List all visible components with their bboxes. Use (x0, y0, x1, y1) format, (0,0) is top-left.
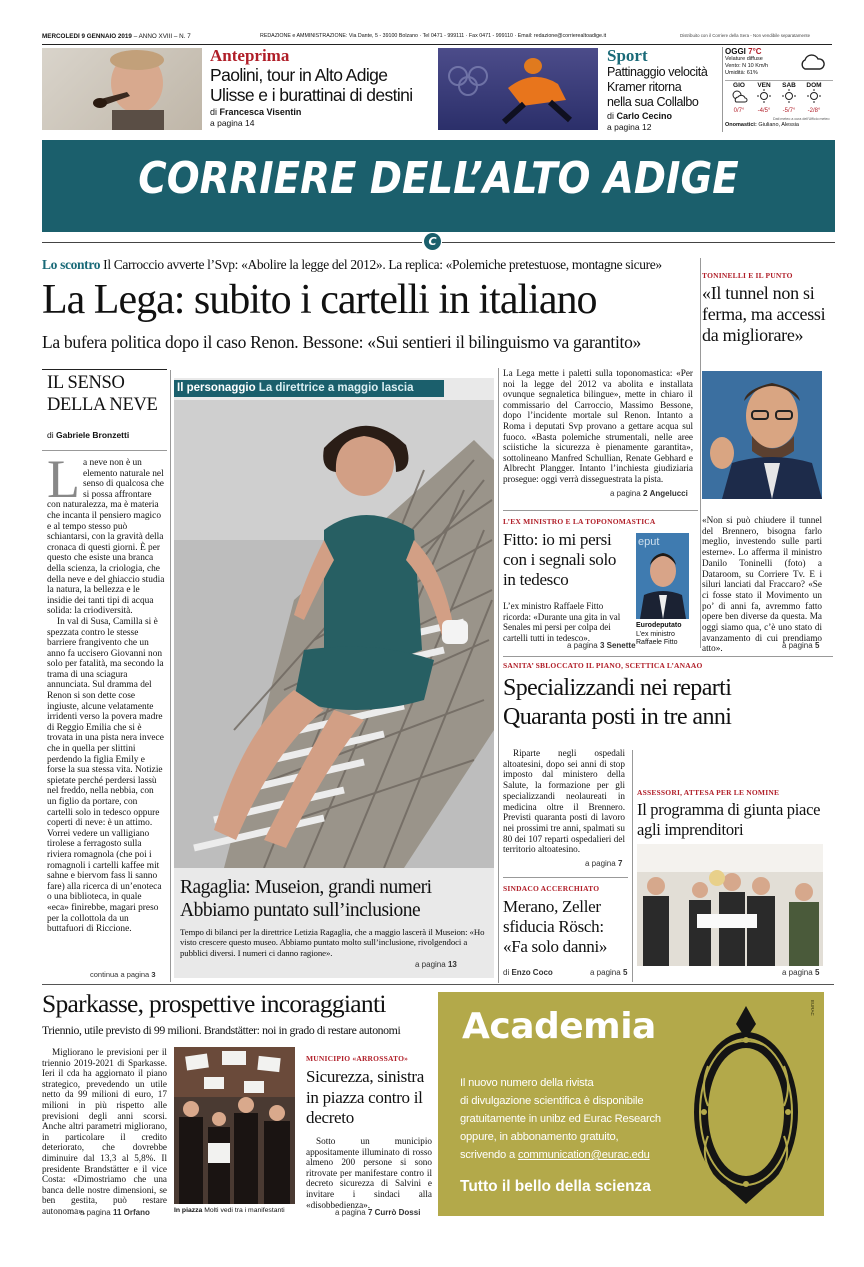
toninelli-headline[interactable]: «Il tunnel non si ferma, ma accessi da migliorare» (702, 283, 826, 345)
fitto-headline[interactable]: Fitto: io mi persi con i segnali solo in tedesco (503, 530, 617, 589)
promo-title-line1: Paolini, tour in Alto Adige (210, 65, 388, 85)
promo-page: 14 (245, 118, 255, 128)
promo-title-line2: Ulisse e i burattinai di destini (210, 85, 413, 105)
weather-day-temp: -5/7° (782, 108, 796, 114)
weather-day-name: VEN (757, 82, 771, 89)
ad-side-label: EURAC (810, 1000, 815, 1016)
sparkasse-author: Orfano (123, 1208, 150, 1217)
weather-today-label: OGGI (725, 47, 746, 56)
promo-sport[interactable] (607, 47, 712, 132)
sanita-page-prefix: a pagina (585, 859, 616, 868)
ad-line-4: oppure, in abbonamento gratuito, (460, 1131, 619, 1143)
sanita-page[interactable]: 7 (617, 859, 623, 868)
merano-page-prefix: a pagina (590, 968, 621, 977)
sparkasse-page[interactable]: 11 (112, 1208, 122, 1217)
weather-day-name: DOM (806, 82, 822, 89)
weather-day-temp: -4/5° (757, 108, 771, 114)
weather-box (722, 47, 834, 132)
promo2-page: 12 (642, 122, 652, 132)
lead-kicker: Lo scontro (42, 257, 101, 272)
sanita-headline-2[interactable]: Quaranta posti in tre anni (503, 704, 732, 730)
piazza-caption: Molti vedi tra i manifestanti (204, 1207, 285, 1214)
promo2-kicker: Sport (607, 46, 648, 65)
onomastici-label: Onomastici: (725, 122, 757, 128)
promo-author: Francesca Visentin (219, 107, 302, 117)
weather-day-name: GIO (733, 82, 745, 89)
weather-today-temp: 7°C (748, 47, 762, 56)
personaggio-body: Tempo di bilanci per la direttrice Letizia Ragaglia, che a maggio lascerà il Museion: «Ho visto crescere questo museo. Abbiamo puntato molto sull’inclusione, rivolgendoci a pubblici diversi. I numeri ci danno ragione». (180, 927, 485, 958)
piazza-caption-bold: In piazza (174, 1207, 203, 1214)
editorial-paragraph-1: a neve non è un elemento naturale nel senso di qualcosa che si possa affrontare con naturalezza, ma è materia che incanta il pensiero magico e al tempo stesso può schiantarsi, con la gravità della cronaca di questi giorni. È per questo che esiste una branca della scienza, la criologia, che della neve e del ghiaccio studia la natura, la bellezza e le insidie dei tanti tipi di acqua solida: la criodiversità. (47, 458, 165, 617)
promo2-by: di (607, 111, 615, 121)
weather-day-4 (802, 82, 826, 114)
personaggio-page-prefix: a pagina (415, 960, 446, 969)
merano-author: Enzo Coco (511, 968, 553, 977)
sun-cloud-icon (730, 89, 748, 103)
distribution-note: Distribuito con il Corriere della Sera - Non vendibile separatamente (680, 33, 811, 38)
lead-body: La Lega mette i paletti sulla toponomastica: «Per noi la legge del 2012 va abolita e installata ovunque segnaletica bilingue», mette in chiaro il commissario del Carroccio, Massimo Bessone, dopo l’incidente mortale sul Renon. Intanto a Roma i deputati Svp provano a gettare acqua sul fuoco. «Basta polemiche strumentali, nelle aree sciistiche la sicurezza è pienamente garantita», sottolineano Manfred Schullian, Renate Gebhard e Albrecht Plangger. Intanto l’inchiesta giudiziaria prosegue: oggi verrà disseguestrata la pista. (503, 368, 693, 484)
piazza-page-prefix: a pagina (335, 1208, 366, 1217)
promo-by: di (210, 107, 218, 117)
editorial-continue-page[interactable]: 3 (151, 970, 156, 979)
toninelli-page-prefix: a pagina (782, 641, 813, 650)
sparkasse-body: Migliorano le previsioni per il triennio 2019-2021 di Sparkasse. Ieri il cda ha aggiornato il piano strategico, prevedendo un utile netto da 99 milioni di euro, 17 milioni in più rispetto alle previsioni degli anni scorsi. Anche altri parametri migliorano, in particolare il credito deteriorato, che dovrebbe diminuire dal 13,3 al 5,8%. Il presidente Brandstätter e il vice Costa: «Dimostriamo che una banca delle nostre dimensioni, se ben gestita, può restare autonoma». (42, 1047, 167, 1216)
toninelli-kicker: TONINELLI E IL PUNTO (702, 271, 793, 280)
weather-detail-2: Vento: N 10 Km/h (725, 63, 769, 69)
weather-day-name: SAB (782, 82, 796, 89)
fitto-caption-bold: Eurodeputato (636, 622, 682, 629)
toninelli-body: «Non si può chiudere il tunnel del Brennero, bisogna farlo meglio, investendo sulle parti esterne». Lo afferma il ministro Danilo Toninelli (foto) a Dataroom, su Corriere Tv. E i siluri lanciati dal Fraccaro? «Se ci fosse stato il Movimento un po’ di anni fa, avremmo fatto opere ben diverse da questa. Ma oggi siamo qua, c’è uno stato di avanzamento di cui prendiamo atto». (702, 515, 822, 654)
merano-headline[interactable]: Merano, Zeller sfiducia Rösch: «Fa solo danni» (503, 897, 608, 956)
weather-day-temp: 0/7° (733, 108, 745, 114)
fitto-page-prefix: a pagina (567, 641, 598, 650)
onomastici-names: Giuliano, Alessia (758, 122, 799, 128)
ad-title: Academia (462, 1006, 656, 1047)
promo-kicker: Anteprima (210, 46, 290, 65)
mirror-ornament-icon (686, 1006, 806, 1209)
lead-deck: La bufera politica dopo il caso Renon. Bessone: «Sui sentieri il bilinguismo va garantito» (42, 332, 641, 352)
toninelli-page[interactable]: 5 (814, 641, 820, 650)
ad-tagline: Tutto il bello della scienza (460, 1178, 651, 1195)
promo-photo-kramer[interactable] (438, 48, 598, 130)
editorial-continue: continua a pagina (90, 970, 150, 979)
editorial-body (47, 458, 165, 968)
weather-detail-1: Velature diffuse (725, 56, 763, 62)
editorial-dropcap: L (47, 458, 80, 509)
piazza-page[interactable]: 7 (367, 1208, 373, 1217)
promo-photo-paolini[interactable] (42, 48, 202, 130)
academia-ad[interactable] (438, 992, 824, 1216)
piazza-photo[interactable] (174, 1047, 295, 1204)
personaggio-headline-2[interactable]: Abbiamo puntato sull’inclusione (180, 900, 421, 921)
ad-email-link[interactable]: communication@eurac.edu (517, 1149, 650, 1161)
fitto-author: Senette (606, 641, 636, 650)
fitto-photo[interactable] (636, 533, 689, 619)
giunta-headline[interactable]: Il programma di giunta piace agli imprenditori (637, 800, 821, 839)
lead-subkicker[interactable] (42, 257, 694, 273)
promo-anteprima[interactable] (210, 47, 430, 132)
merano-by: di (503, 968, 510, 977)
sanita-headline-1[interactable]: Specializzandi nei reparti (503, 675, 732, 701)
lead-subkicker-text: Il Carroccio avverte l’Svp: «Abolire la legge del 2012». La replica: «Polemiche pretestuose, montagne sicure» (103, 257, 662, 272)
ad-email-prefix: scrivendo a (460, 1149, 516, 1161)
ragaglia-photo[interactable] (174, 400, 494, 868)
weather-detail-3: Umidità: 61% (725, 70, 758, 76)
piazza-body: Sotto un municipio appositamente illuminato di rosso almeno 200 persone si sono ritrovate per manifestare contro il decreto sicurezza di Salvini e invitare i sindaci alla «disobbedienza». (306, 1136, 432, 1210)
ad-line-3: gratuitamente in unibz ed Eurac Research (460, 1113, 661, 1125)
fitto-body: L’ex ministro Raffaele Fitto ricorda: «Durante una gita in val Senales mi persi per colpa dei cartelli tutti in tedesco». (503, 601, 621, 643)
editorial-title[interactable]: IL SENSO DELLA NEVE (47, 373, 158, 415)
sun-icon (780, 89, 798, 103)
personaggio-page[interactable]: 13 (447, 960, 457, 969)
sparkasse-headline[interactable]: Sparkasse, prospettive incoraggianti (42, 989, 386, 1018)
giunta-page[interactable]: 5 (814, 968, 820, 977)
sanita-body: Riparte negli ospedali altoatesini, dopo sei anni di stop imposto dal ministero della Salute, la formazione per gli specializzandi neolaureati in medicina oltre il Brennero. Previsti quaranta posti di lavoro nei prossimi tre anni, spalmati su 80 dei 107 reparti ospedalieri del territorio altoatesino. (503, 748, 625, 855)
ad-line-1: Il nuovo numero della rivista (460, 1077, 594, 1089)
piazza-kicker: MUNICIPIO «ARROSSATO» (306, 1054, 409, 1063)
logo-letter: C (428, 235, 437, 248)
weather-day-1 (727, 82, 751, 114)
personaggio-headline-1[interactable]: Ragaglia: Museion, grandi numeri (180, 877, 432, 898)
top-bar (42, 33, 832, 43)
promo2-author: Carlo Cecino (616, 111, 673, 121)
masthead-logo[interactable] (424, 233, 441, 250)
editorial-paragraph-2: In val di Susa, Camilla si è spezzata contro le stesse barriere frangivento che un anno fa uccisero Giovanni non solo per fatalità, ma secondo la trama di una sciagura annunciata. Sul dramma del Renon si son dette cose ingiuste, alcune velatamente irridenti verso la povera madre di Reggio Emilia che si è trovata in una pista nera invece che in quella per slittini perdendo la figlia Emily e forse la sua stessa vita. Notizie spietate perché perdersi lassù nel freddo, nella nebbia, con un figlio da portare, con cartelli solo in tedesco oppure coperti di neve: è un attimo. Vorrei vedere un valligiano tirolese a ferragosto sulla riviera romagnola (che poi i romagnoli i cartelli kaffee mit sahne e biervom fass li sanno fare) alla ricerca di un’enoteca o una biblioteca, in quale «eca» finirebbe, magari preso per la collottola da un buttafuori di Riccione. (47, 616, 164, 935)
giunta-page-prefix: a pagina (782, 968, 813, 977)
promo2-line1: Pattinaggio velocità (607, 65, 708, 79)
svg-text:eput: eput (638, 536, 660, 548)
merano-page[interactable]: 5 (622, 968, 628, 977)
promo2-line2: Kramer ritorna (607, 80, 682, 94)
weather-day-temp: -2/8° (807, 108, 821, 114)
sun-icon (755, 89, 773, 103)
toninelli-photo[interactable] (702, 371, 822, 499)
promo2-line3: nella sua Collalbo (607, 95, 699, 109)
weather-day-3 (777, 82, 801, 114)
fitto-kicker: L’EX MINISTRO E LA TOPONOMASTICA (503, 517, 656, 526)
promo2-page-prefix: a pagina (607, 122, 640, 132)
lead-page-prefix: a pagina (610, 489, 641, 498)
editorial-by: di (47, 430, 54, 440)
weather-credit: Dati meteo a cura dell'Ufficio meteo (773, 117, 830, 121)
piazza-headline[interactable]: Sicurezza, sinistra in piazza contro il decreto (306, 1067, 424, 1127)
editorial-author: Gabriele Bronzetti (56, 430, 130, 440)
personaggio-kicker: Il personaggio (177, 382, 256, 394)
sparkasse-deck: Triennio, utile previsto di 99 milioni. Brandstätter: noi in grado di restare autonomi (42, 1023, 401, 1037)
issue-date: MERCOLEDÌ 9 GENNAIO 2019 (42, 33, 132, 40)
personaggio-kicker-bar (174, 380, 444, 397)
masthead-title: CORRIERE DELL’ALTO ADIGE (138, 153, 739, 204)
promo-page-prefix: a pagina (210, 118, 243, 128)
fitto-page[interactable]: 3 (599, 641, 605, 650)
sun-icon (805, 89, 823, 103)
merano-kicker: SINDACO ACCERCHIATO (503, 884, 600, 893)
lead-headline[interactable]: La Lega: subito i cartelli in italiano (42, 277, 597, 323)
sparkasse-page-prefix: a pagina (80, 1208, 111, 1217)
giunta-kicker: ASSESSORI, ATTESA PER LE NOMINE (637, 788, 780, 797)
masthead[interactable] (42, 140, 835, 232)
issue-number: – ANNO XVIII – N. 7 (133, 33, 191, 40)
cloud-icon (799, 53, 825, 76)
fitto-caption: L’ex ministro Raffaele Fitto (636, 630, 678, 646)
piazza-author: Currò Dossi (374, 1208, 421, 1217)
sanita-kicker: SANITA’ SBLOCCATO IL PIANO, SCETTICA L’ANAAO (503, 661, 703, 670)
lead-author: Angelucci (649, 489, 688, 498)
personaggio-subkicker: La direttrice a maggio lascia (258, 382, 414, 394)
giunta-photo[interactable] (637, 844, 823, 966)
redazione-info: REDAZIONE e AMMINISTRAZIONE: Via Dante, 5 - 39100 Bolzano · Tel 0471 - 999111 · Fax 0471 - 999110 · Email: redazione@corrierealtoadige.it (260, 33, 607, 39)
lead-page[interactable]: 2 (642, 489, 648, 498)
ad-line-2: di divulgazione scientifica è disponibile (460, 1095, 644, 1107)
weather-day-2 (752, 82, 776, 114)
